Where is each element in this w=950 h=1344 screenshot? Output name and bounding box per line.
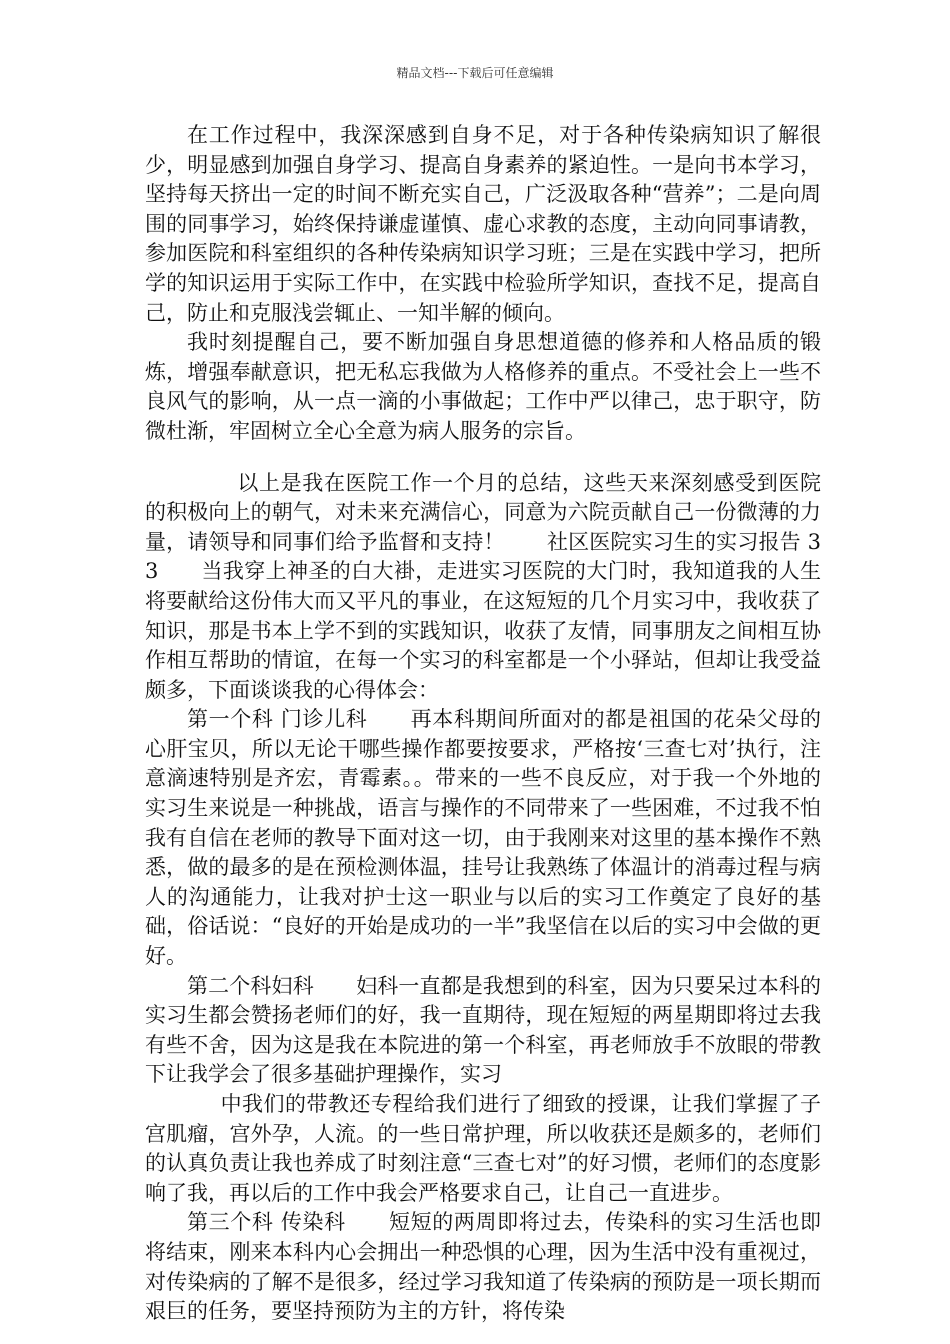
paragraph-summary: 以上是我在医院工作一个月的总结，这些天来深刻感受到医院的积极向上的朝气，对未来充满信心，同意为六院贡献自己一份微薄的力量，请领导和同事们给予监督和支持！ 社区医院实习生的实习报告 3 3 当我穿上神圣的白大褂，走进实习医院的大门时，我知道我的人生将要献给这份伟大而又平凡的事业，在这短短的几个月实习中，我收获了知识，那是书本上学不到的实践知识，收获了友情，同事朋友之间相互协作相互帮助的情谊，在每一个实习的科室都是一个小驿站，但却让我受益颇多，下面谈谈我的心得体会： — [145, 470, 821, 702]
paragraph-pediatrics: 第一个科 门诊儿科 再本科期间所面对的都是祖国的花朵父母的心肝宝贝，所以无论干哪些操作都要按要求，严格按‘三查七对’执行，注意滴速特别是齐宏，青霉素。。带来的一些不良反应，对于我一个外地的实习生来说是一种挑战，语言与操作的不同带来了一些困难，不过我不怕我有自信在老师的教导下面对这一切，由于我刚来对这里的基本操作不熟悉，做的最多的是在预检测体温，挂号让我熟练了体温计的消毒过程与病人的沟通能力，让我对护士这一职业与以后的实习工作奠定了良好的基础，俗话说：“良好的开始是成功的一半”我坚信在以后的实习中会做的更好。 — [145, 707, 821, 969]
paragraph-gynecology-cont: 中我们的带教还专程给我们进行了细致的授课，让我们掌握了子宫肌瘤，宫外孕，人流。的一些日常护理，所以收获还是颇多的，老师们的认真负责让我也养成了时刻注意“三查七对”的好习惯，老师们的态度影响了我，再以后的工作中我会严格要求自己，让自己一直进步。 — [145, 1092, 821, 1205]
paragraph-gynecology: 第二个科妇科 妇科一直都是我想到的科室，因为只要呆过本科的实习生都会赞扬老师们的好，我一直期待，现在短短的两星期即将过去我有些不舍，因为这是我在本院进的第一个科室，再老师放手不放眼的带教下让我学会了很多基础护理操作，实习 — [145, 973, 821, 1087]
paragraph-study: 在工作过程中，我深深感到自身不足，对于各种传染病知识了解很少，明显感到加强自身学习、提高自身素养的紧迫性。一是向书本学习，坚持每天挤出一定的时间不断充实自己，广泛汲取各种“营养”；二是向周围的同事学习，始终保持谦虚谨慎、虚心求教的态度，主动向同事请教，参加医院和科室组织的各种传染病知识学习班；三是在实践中学习，把所学的知识运用于实际工作中，在实践中检验所学知识，查找不足，提高自己，防止和克服浅尝辄止、一知半解的倾向。 — [145, 123, 821, 325]
document-body — [145, 121, 821, 1327]
paragraph-infectious: 第三个科 传染科 短短的两周即将过去，传染科的实习生活也即将结束，刚来本科内心会拥出一种恐惧的心理，因为生活中没有重视过，对传染病的了解不是很多，经过学习我知道了传染病的预防是一项长期而艰巨的任务，要坚持预防为主的方针，将传染 — [145, 1210, 821, 1324]
paragraph-self-discipline: 我时刻提醒自己，要不断加强自身思想道德的修养和人格品质的锻炼，增强奉献意识，把无私忘我做为人格修养的重点。不受社会上一些不良风气的影响，从一点一滴的小事做起；工作中严以律己，忠于职守，防微杜渐，牢固树立全心全意为病人服务的宗旨。 — [145, 330, 821, 443]
page-header: 精品文档---下载后可任意编辑 — [396, 66, 554, 80]
